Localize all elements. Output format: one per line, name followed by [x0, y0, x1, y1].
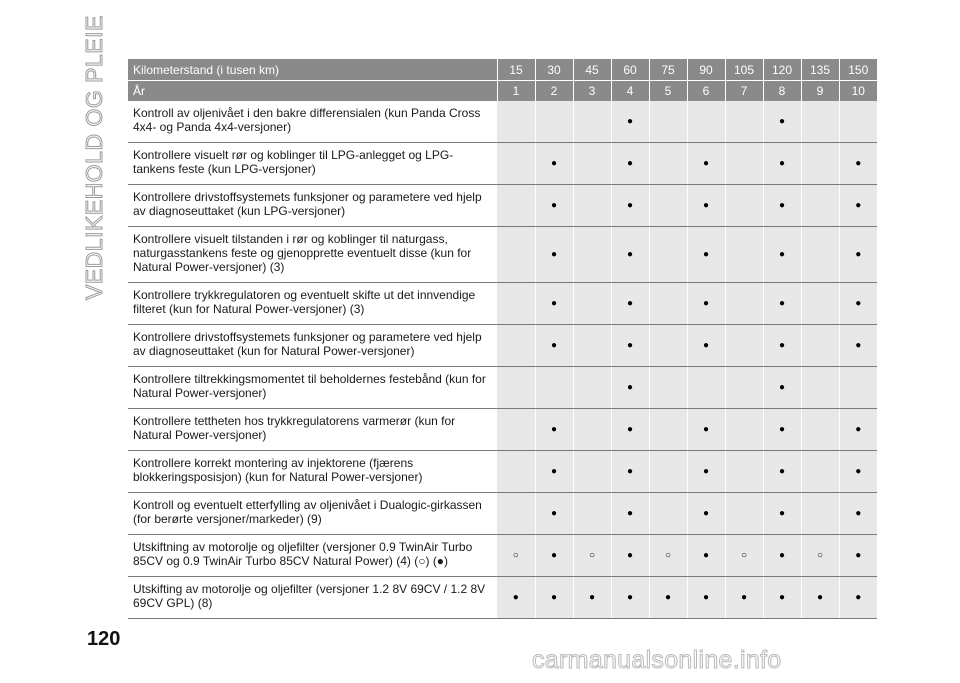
- interval-mark-cell: ●: [535, 451, 573, 493]
- interval-mark-cell: ●: [611, 367, 649, 409]
- interval-mark-cell: ●: [535, 143, 573, 185]
- table-row: [128, 143, 877, 185]
- interval-mark-cell: [497, 451, 535, 493]
- header-year-cell: 2: [535, 81, 573, 102]
- interval-mark-cell: [649, 185, 687, 227]
- interval-mark-cell: ●: [763, 325, 801, 367]
- operation-description: Kontrollere korrekt montering av injektorene (fjærens blokkeringsposisjon) (kun for Natural Power-versjoner): [128, 451, 497, 493]
- interval-mark-cell: [573, 143, 611, 185]
- interval-mark-cell: [573, 409, 611, 451]
- interval-mark-cell: [573, 283, 611, 325]
- header-row-km: [128, 59, 877, 81]
- interval-mark-cell: ●: [763, 227, 801, 283]
- interval-mark-cell: ●: [611, 101, 649, 143]
- header-km-cell: 150: [839, 59, 877, 81]
- interval-mark-cell: ○: [725, 535, 763, 577]
- interval-mark-cell: [573, 493, 611, 535]
- interval-mark-cell: ●: [687, 227, 725, 283]
- side-section-title: VEDLIKEHOLD OG PLEIE: [81, 15, 107, 300]
- interval-mark-cell: ●: [763, 143, 801, 185]
- interval-mark-cell: [801, 451, 839, 493]
- interval-mark-cell: [725, 325, 763, 367]
- interval-mark-cell: [573, 451, 611, 493]
- table-row: [128, 227, 877, 283]
- interval-mark-cell: ●: [763, 451, 801, 493]
- operation-description: Kontrollere trykkregulatoren og eventuelt skifte ut det innvendige filteret (kun for Natural Power-versjoner) (3): [128, 283, 497, 325]
- header-label-year: År: [128, 81, 497, 102]
- interval-mark-cell: [497, 143, 535, 185]
- interval-mark-cell: [801, 409, 839, 451]
- interval-mark-cell: [497, 493, 535, 535]
- interval-mark-cell: ●: [763, 101, 801, 143]
- interval-mark-cell: [725, 493, 763, 535]
- interval-mark-cell: ●: [763, 409, 801, 451]
- interval-mark-cell: ●: [839, 185, 877, 227]
- table-row: [128, 451, 877, 493]
- interval-mark-cell: ●: [839, 577, 877, 619]
- interval-mark-cell: ●: [611, 577, 649, 619]
- interval-mark-cell: [573, 325, 611, 367]
- interval-mark-cell: ●: [839, 535, 877, 577]
- interval-mark-cell: ●: [687, 535, 725, 577]
- interval-mark-cell: ●: [535, 535, 573, 577]
- header-km-cell: 15: [497, 59, 535, 81]
- interval-mark-cell: ●: [535, 577, 573, 619]
- interval-mark-cell: ●: [535, 227, 573, 283]
- operation-description: Kontrollere drivstoffsystemets funksjoner og parametere ved hjelp av diagnoseuttaket (kun for Natural Power-versjoner): [128, 325, 497, 367]
- maintenance-schedule-table: [128, 59, 877, 619]
- table-row: [128, 493, 877, 535]
- page-number: 120: [87, 628, 121, 650]
- table-row: [128, 185, 877, 227]
- interval-mark-cell: [497, 101, 535, 143]
- interval-mark-cell: [725, 185, 763, 227]
- interval-mark-cell: [649, 367, 687, 409]
- interval-mark-cell: [725, 409, 763, 451]
- header-year-cell: 3: [573, 81, 611, 102]
- header-year-cell: 10: [839, 81, 877, 102]
- header-year-cell: 8: [763, 81, 801, 102]
- interval-mark-cell: [801, 185, 839, 227]
- header-km-cell: 30: [535, 59, 573, 81]
- interval-mark-cell: [801, 367, 839, 409]
- operation-description: Kontrollere drivstoffsystemets funksjoner og parametere ved hjelp av diagnoseuttaket (kun LPG-versjoner): [128, 185, 497, 227]
- interval-mark-cell: ●: [687, 143, 725, 185]
- interval-mark-cell: [649, 409, 687, 451]
- interval-mark-cell: [687, 101, 725, 143]
- interval-mark-cell: ●: [611, 185, 649, 227]
- interval-mark-cell: [725, 101, 763, 143]
- interval-mark-cell: ●: [535, 493, 573, 535]
- header-km-cell: 105: [725, 59, 763, 81]
- interval-mark-cell: ●: [535, 283, 573, 325]
- table-row: [128, 409, 877, 451]
- table-row: [128, 101, 877, 143]
- table-row: [128, 577, 877, 619]
- interval-mark-cell: [839, 367, 877, 409]
- table-body: [128, 101, 877, 619]
- header-row-year: [128, 81, 877, 102]
- interval-mark-cell: [725, 283, 763, 325]
- interval-mark-cell: [497, 185, 535, 227]
- interval-mark-cell: [497, 367, 535, 409]
- header-km-cell: 135: [801, 59, 839, 81]
- interval-mark-cell: ●: [687, 283, 725, 325]
- interval-mark-cell: ●: [763, 185, 801, 227]
- interval-mark-cell: ●: [573, 577, 611, 619]
- operation-description: Kontrollere tiltrekkingsmomentet til beholdernes festebånd (kun for Natural Power-versjoner): [128, 367, 497, 409]
- operation-description: Kontrollere tettheten hos trykkregulatorens varmerør (kun for Natural Power-versjoner): [128, 409, 497, 451]
- interval-mark-cell: ●: [535, 185, 573, 227]
- interval-mark-cell: ●: [611, 325, 649, 367]
- interval-mark-cell: [573, 185, 611, 227]
- interval-mark-cell: [649, 325, 687, 367]
- interval-mark-cell: [649, 101, 687, 143]
- header-year-cell: 5: [649, 81, 687, 102]
- operation-description: Kontroll og eventuelt etterfylling av oljenivået i Dualogic-girkassen (for berørte versjoner/markeder) (9): [128, 493, 497, 535]
- header-year-cell: 4: [611, 81, 649, 102]
- interval-mark-cell: ●: [839, 325, 877, 367]
- interval-mark-cell: ●: [763, 493, 801, 535]
- interval-mark-cell: ●: [611, 493, 649, 535]
- interval-mark-cell: [801, 493, 839, 535]
- interval-mark-cell: [497, 325, 535, 367]
- header-label-km: Kilometerstand (i tusen km): [128, 59, 497, 81]
- interval-mark-cell: ●: [839, 283, 877, 325]
- interval-mark-cell: ●: [649, 577, 687, 619]
- interval-mark-cell: [535, 101, 573, 143]
- header-year-cell: 6: [687, 81, 725, 102]
- operation-description: Kontrollere visuelt rør og koblinger til LPG-anlegget og LPG-tankens feste (kun LPG-versjoner): [128, 143, 497, 185]
- interval-mark-cell: [801, 143, 839, 185]
- interval-mark-cell: [725, 451, 763, 493]
- interval-mark-cell: ●: [611, 227, 649, 283]
- interval-mark-cell: [649, 451, 687, 493]
- interval-mark-cell: ●: [839, 451, 877, 493]
- interval-mark-cell: ●: [839, 493, 877, 535]
- header-km-cell: 45: [573, 59, 611, 81]
- interval-mark-cell: ●: [497, 577, 535, 619]
- header-km-cell: 75: [649, 59, 687, 81]
- interval-mark-cell: ○: [801, 535, 839, 577]
- operation-description: Utskifting av motorolje og oljefilter (versjoner 1.2 8V 69CV / 1.2 8V 69CV GPL) (8): [128, 577, 497, 619]
- interval-mark-cell: [649, 143, 687, 185]
- interval-mark-cell: [801, 101, 839, 143]
- interval-mark-cell: ●: [687, 451, 725, 493]
- interval-mark-cell: [725, 143, 763, 185]
- interval-mark-cell: ●: [611, 535, 649, 577]
- header-year-cell: 7: [725, 81, 763, 102]
- interval-mark-cell: ●: [801, 577, 839, 619]
- header-year-cell: 1: [497, 81, 535, 102]
- table-row: [128, 367, 877, 409]
- interval-mark-cell: ●: [687, 325, 725, 367]
- interval-mark-cell: ○: [573, 535, 611, 577]
- interval-mark-cell: [649, 227, 687, 283]
- header-year-cell: 9: [801, 81, 839, 102]
- interval-mark-cell: [801, 283, 839, 325]
- table-row: [128, 283, 877, 325]
- interval-mark-cell: ●: [839, 227, 877, 283]
- operation-description: Utskiftning av motorolje og oljefilter (versjoner 0.9 TwinAir Turbo 85CV og 0.9 TwinAir Turbo 85CV Natural Power) (4) (○) (●): [128, 535, 497, 577]
- interval-mark-cell: [725, 227, 763, 283]
- interval-mark-cell: [687, 367, 725, 409]
- interval-mark-cell: [573, 367, 611, 409]
- interval-mark-cell: [649, 283, 687, 325]
- interval-mark-cell: ●: [611, 451, 649, 493]
- interval-mark-cell: [497, 283, 535, 325]
- header-km-cell: 90: [687, 59, 725, 81]
- header-km-cell: 60: [611, 59, 649, 81]
- interval-mark-cell: ●: [687, 185, 725, 227]
- interval-mark-cell: ●: [611, 143, 649, 185]
- operation-description: Kontrollere visuelt tilstanden i rør og koblinger til naturgass, naturgasstankens feste og gjenopprette eventuelt disse (kun for Natural Power-versjoner) (3): [128, 227, 497, 283]
- interval-mark-cell: [573, 227, 611, 283]
- interval-mark-cell: ●: [725, 577, 763, 619]
- interval-mark-cell: ●: [687, 493, 725, 535]
- interval-mark-cell: ●: [763, 577, 801, 619]
- interval-mark-cell: [497, 227, 535, 283]
- interval-mark-cell: [801, 227, 839, 283]
- interval-mark-cell: [649, 493, 687, 535]
- interval-mark-cell: ●: [763, 367, 801, 409]
- interval-mark-cell: ●: [839, 143, 877, 185]
- interval-mark-cell: ●: [611, 283, 649, 325]
- interval-mark-cell: ●: [763, 535, 801, 577]
- interval-mark-cell: ●: [763, 283, 801, 325]
- interval-mark-cell: ●: [611, 409, 649, 451]
- table-row: [128, 325, 877, 367]
- operation-description: Kontroll av oljenivået i den bakre differensialen (kun Panda Cross 4x4- og Panda 4x4-versjoner): [128, 101, 497, 143]
- interval-mark-cell: ●: [839, 409, 877, 451]
- interval-mark-cell: [573, 101, 611, 143]
- interval-mark-cell: ●: [535, 325, 573, 367]
- interval-mark-cell: [801, 325, 839, 367]
- interval-mark-cell: ●: [687, 577, 725, 619]
- interval-mark-cell: ●: [535, 409, 573, 451]
- interval-mark-cell: [497, 409, 535, 451]
- interval-mark-cell: [839, 101, 877, 143]
- interval-mark-cell: ○: [649, 535, 687, 577]
- table-row: [128, 535, 877, 577]
- watermark: carmanualsonline.info: [532, 646, 782, 674]
- header-km-cell: 120: [763, 59, 801, 81]
- interval-mark-cell: ●: [687, 409, 725, 451]
- interval-mark-cell: [725, 367, 763, 409]
- interval-mark-cell: ○: [497, 535, 535, 577]
- interval-mark-cell: [535, 367, 573, 409]
